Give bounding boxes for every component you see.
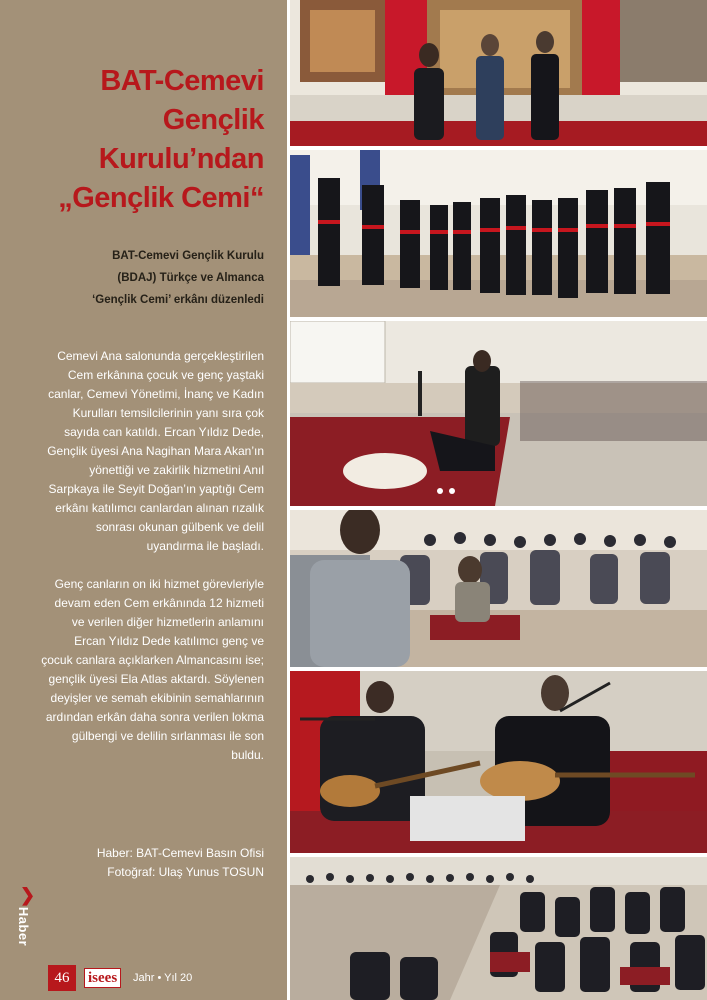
subtitle-line: BAT-Cemevi Gençlik Kurulu [112, 250, 264, 262]
photo-column [287, 0, 707, 1000]
title-line: Gençlik [162, 104, 264, 136]
page-number: 46 [48, 965, 76, 991]
photo-stage-speakers [290, 0, 707, 146]
page-footer [48, 965, 287, 991]
photo-credit: Fotoğraf: Ulaş Yunus TOSUN [107, 865, 264, 879]
subtitle-line: ‘Gençlik Cemi’ erkânı düzenledi [92, 294, 264, 306]
article-subtitle [40, 245, 264, 311]
article-body [40, 347, 264, 784]
section-tab [16, 885, 46, 945]
body-paragraph: Cemevi Ana salonunda gerçekleştirilen Cem erkânına çocuk ve genç yaştaki canlar, Cemevi Yönetimi, İnanç ve Kadın Kurulları temsilcilerinin yanı sıra çok sayıda can katıldı. Ercan Yıldız Dede, Gençlik üyesi Ana Nagihan Mara Akan’ın yönettiği ve zakirlik hizmetini Anıl Sarpkaya ile Seyit Doğan’ın yaptığı Cem erkânı katılımcı canlardan alınan rızalık sonrası okunan gülbenk ve delil uyandırma ile başladı. [47, 349, 264, 553]
title-line: „Gençlik Cemi“ [58, 182, 264, 214]
news-credit: Haber: BAT-Cemevi Basın Ofisi [96, 846, 264, 860]
magazine-logo: isees [84, 968, 121, 988]
photo-crowd [290, 857, 707, 1000]
title-line: Kurulu’ndan [98, 143, 264, 175]
photo-ritual-carpet [290, 321, 707, 506]
section-label: Haber [16, 906, 32, 947]
issue-label: Jahr • Yıl 20 [133, 972, 193, 984]
title-line: BAT-Cemevi [100, 65, 264, 97]
body-paragraph: Genç canların on iki hizmet görevleriyle devam eden Cem erkânında 12 hizmeti ve verilen diğer hizmetlerin anlamını Ercan Yıldız Dede katılımcı genç ve çocuk canlara açıklarken Almancasını ise; gençlik üyesi Ela Atlas aktardı. Söylenen deyişler ve semah ekibinin semahlarının ardından erkân daha sonra verilen lokma gülbengi ve delilin sırlanması ile son buldu. [41, 577, 264, 762]
photo-musicians [290, 671, 707, 853]
article-title [30, 62, 264, 218]
photo-seated-youth [290, 510, 707, 667]
text-panel [0, 0, 287, 1000]
photo-youth-group [290, 150, 707, 317]
article-credits [40, 844, 264, 882]
subtitle-line: (BDAJ) Türkçe ve Almanca [117, 272, 264, 284]
chevron-right-icon: ❯ [20, 885, 36, 905]
